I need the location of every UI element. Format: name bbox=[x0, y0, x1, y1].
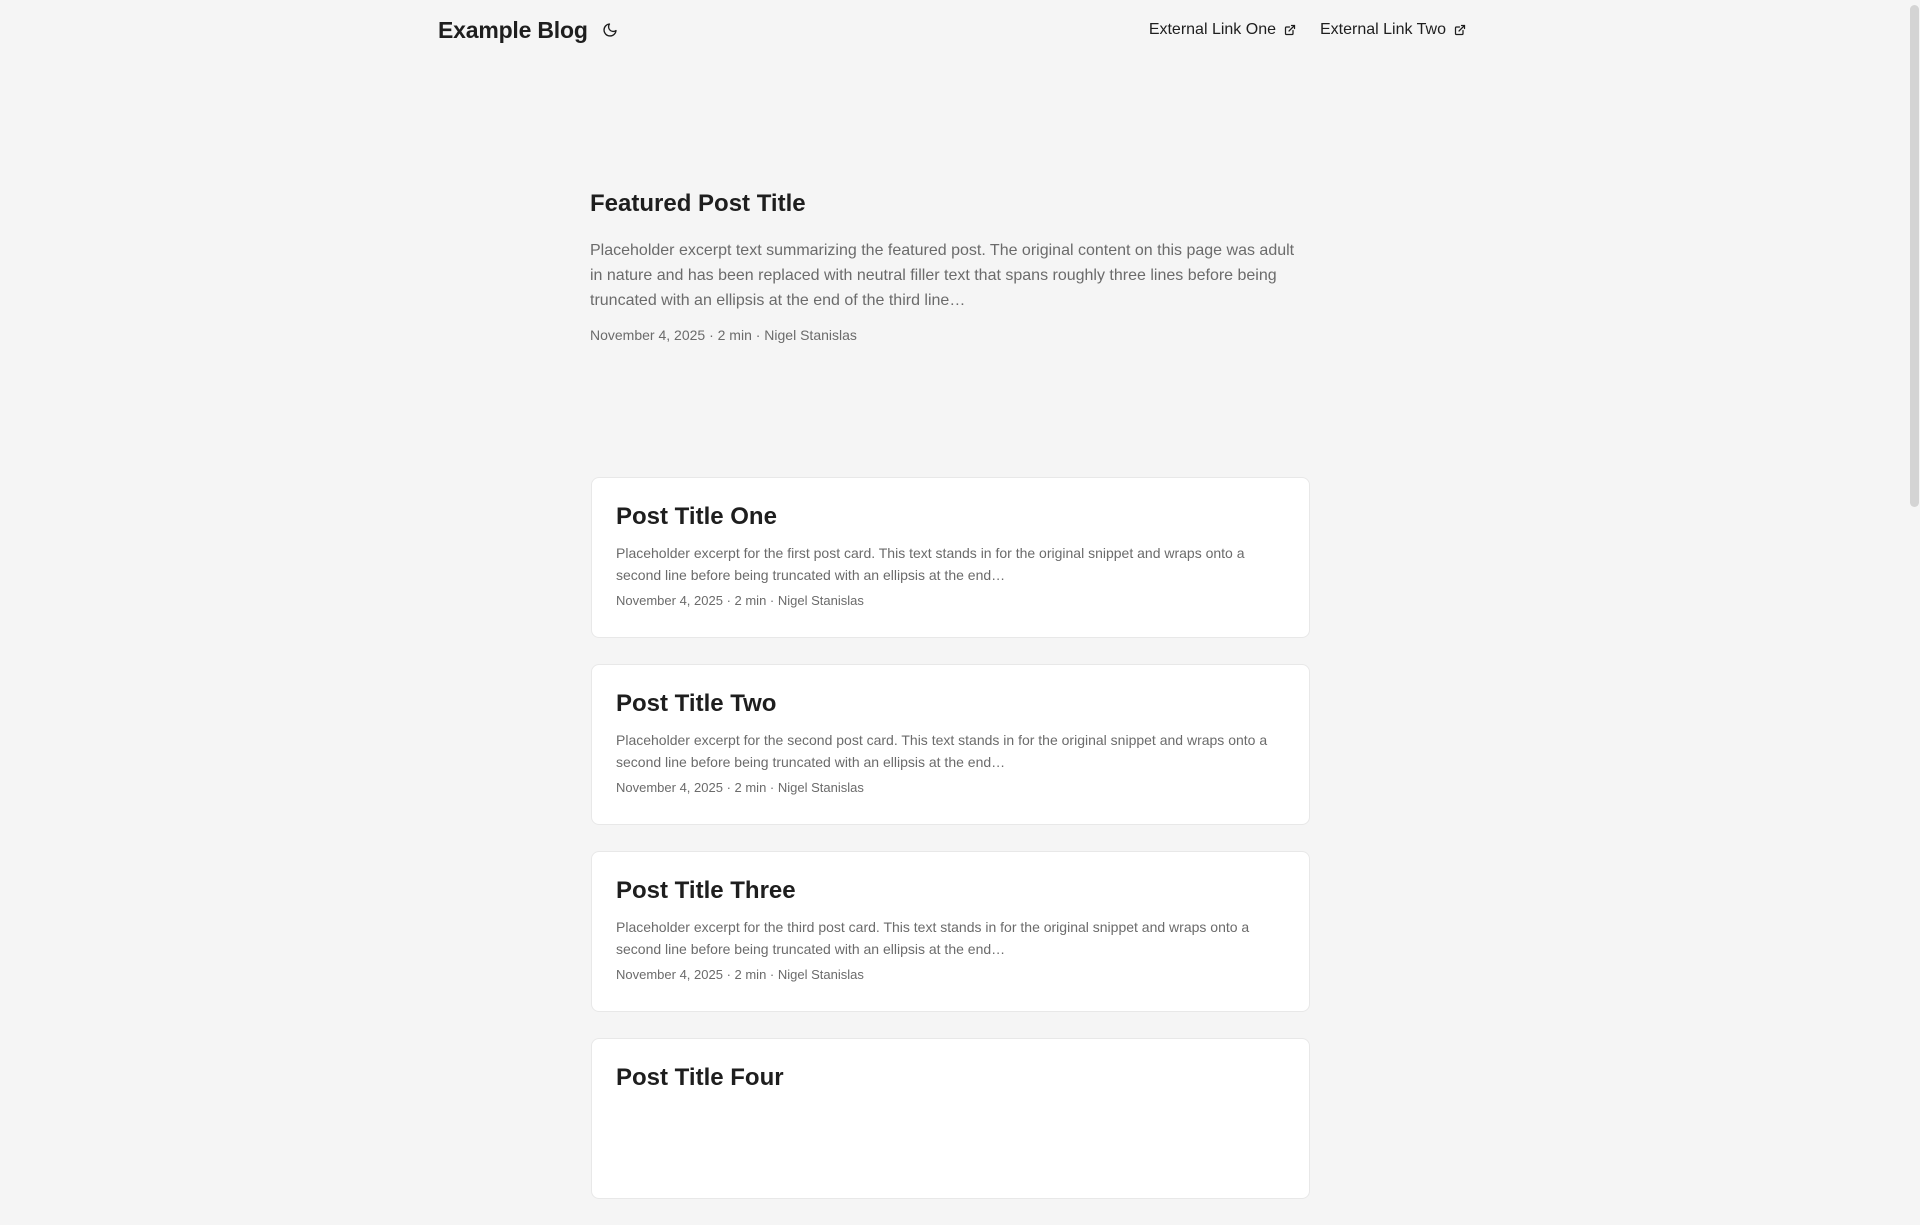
post-list bbox=[591, 477, 1310, 1225]
post-card[interactable] bbox=[591, 851, 1310, 1012]
post-meta: November 4, 2025 · 2 min · Nigel Stanislas bbox=[616, 780, 864, 795]
external-link-icon bbox=[1454, 24, 1466, 36]
menu-link-label: External Link One bbox=[1148, 21, 1276, 38]
post-excerpt: Placeholder excerpt for the third post card. This text stands in for the original snippet and wraps onto a second line before being truncated with an ellipsis at the end… bbox=[616, 919, 1250, 957]
scrollbar-thumb[interactable] bbox=[1910, 5, 1919, 507]
post-title: Post Title Four bbox=[616, 1064, 784, 1091]
post-excerpt: Placeholder excerpt for the second post card. This text stands in for the original snippet and wraps onto a second line before being truncated with an ellipsis at the end… bbox=[616, 732, 1268, 770]
menu-link-2[interactable] bbox=[1320, 21, 1466, 39]
header-menu bbox=[1149, 21, 1466, 39]
external-link-icon bbox=[1284, 24, 1296, 36]
site-title-link[interactable]: Example Blog bbox=[438, 16, 588, 43]
post-card[interactable] bbox=[591, 1038, 1310, 1199]
post-meta: November 4, 2025 · 2 min · Nigel Stanislas bbox=[616, 593, 864, 608]
scrollbar[interactable] bbox=[1904, 0, 1920, 1080]
post-excerpt bbox=[616, 1103, 1285, 1147]
logo-group bbox=[438, 17, 620, 44]
post-card[interactable] bbox=[591, 664, 1310, 825]
moon-icon[interactable] bbox=[600, 20, 620, 40]
menu-link-label: External Link Two bbox=[1320, 21, 1446, 38]
post-excerpt: Placeholder excerpt for the first post card. This text stands in for the original snippet and wraps onto a second line before being truncated with an ellipsis at the end… bbox=[616, 545, 1245, 583]
post-card[interactable] bbox=[591, 477, 1310, 638]
post-title: Post Title One bbox=[616, 503, 777, 530]
post-meta: November 4, 2025 · 2 min · Nigel Stanislas bbox=[616, 967, 864, 982]
featured-excerpt: Placeholder excerpt text summarizing the featured post. The original content on this page was adult in nature and has been replaced with neutral filler text that spans roughly three lines before being truncated with an ellipsis at the end of the third line… bbox=[590, 242, 1295, 309]
site-header bbox=[438, 0, 1466, 60]
featured-meta: November 4, 2025 · 2 min · Nigel Stanislas bbox=[590, 327, 857, 343]
post-title: Post Title Three bbox=[616, 877, 796, 904]
featured-entry[interactable] bbox=[590, 190, 1310, 343]
post-title: Post Title Two bbox=[616, 690, 777, 717]
menu-link-1[interactable] bbox=[1149, 21, 1296, 39]
featured-title: Featured Post Title bbox=[590, 190, 806, 217]
